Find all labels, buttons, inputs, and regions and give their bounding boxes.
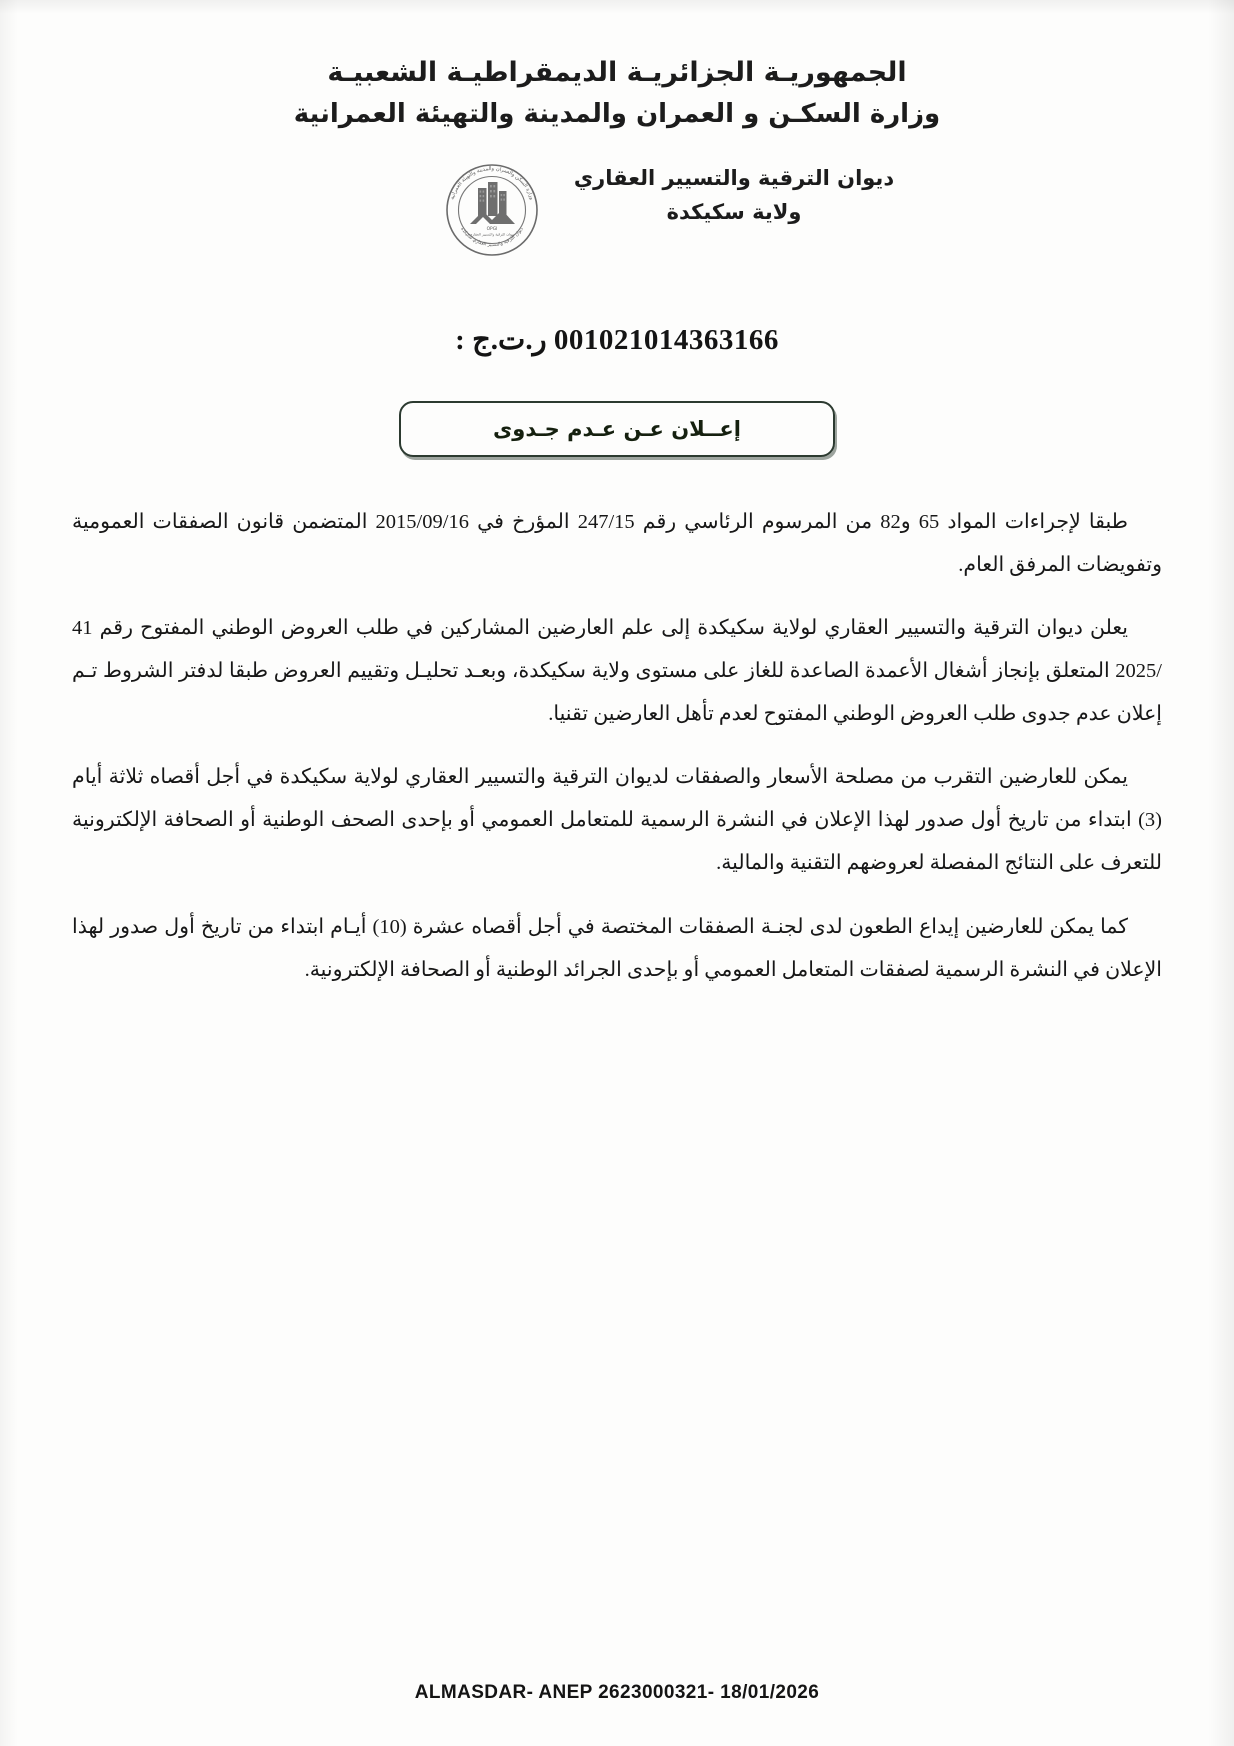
body-paragraph-1: طبقا لإجراءات المواد 65 و82 من المرسوم الرئاسي رقم 247/15 المؤرخ في 2015/09/16 المتضمن قانون الصفقات العمومية وتفويضات المرفق العام. bbox=[72, 511, 1162, 577]
header-republic-line: الجمهوريـة الجزائريـة الديمقراطيـة الشعبيـة bbox=[327, 57, 907, 88]
organization-titles bbox=[524, 162, 944, 229]
organization-title-line1: ديوان الترقية والتسيير العقاري bbox=[573, 166, 895, 191]
announcement-title-text: إعــلان عـن عـدم جـدوى bbox=[493, 417, 741, 442]
svg-text:وزارة السكن والعمران والمدينة: وزارة السكن والعمران والمدينة والتهيئة العمرانية bbox=[449, 166, 535, 201]
registration-number-value: 001021014363166 bbox=[553, 324, 779, 357]
svg-text:ديوان الترقية والتسيير العقاري: ديوان الترقية والتسيير العقاري سكيكدة bbox=[459, 226, 525, 249]
document-header bbox=[0, 0, 1234, 134]
body-paragraph-3: يمكن للعارضين التقرب من مصلحة الأسعار والصفقات لديوان الترقية والتسيير العقاري لولاية سكيكدة في أجل أقصاه ثلاثة أيام (3) ابتداء من تاريخ أول صدور لهذا الإعلان في النشرة الرسمية للمتعامل العمومي أو بإحدى الصحف الوطنية أو الصحافة الإلكترونية للتعرف على النتائج المفصلة لعروضهم التقنية والمالية. bbox=[72, 766, 1162, 875]
svg-text:OPGI: OPGI bbox=[486, 227, 498, 233]
registration-number-label: ر.ت.ج : bbox=[455, 324, 547, 357]
announcement-title-box bbox=[399, 401, 835, 457]
document-body bbox=[72, 501, 1162, 991]
header-ministry-line: وزارة السكـن و العمران والمدينة والتهيئة العمرانية bbox=[293, 98, 941, 129]
svg-text:ديوان الترقية والتسيير العقاري: ديوان الترقية والتسيير العقاري bbox=[469, 232, 515, 237]
body-paragraph-4: كما يمكن للعارضين إيداع الطعون لدى لجنـة الصفقات المختصة في أجل أقصاه عشرة (10) أيـام ابتداء من تاريخ أول صدور لهذا الإعلان في النشرة الرسمية لصفقات المتعامل العمومي أو بإحدى الجرائد الوطنية أو الصحافة الإلكترونية. bbox=[72, 915, 1162, 981]
footer-anep-reference: ALMASDAR- ANEP 2623000321- 18/01/2026 bbox=[414, 1682, 820, 1703]
body-paragraph-2: يعلن ديوان الترقية والتسيير العقاري لولاية سكيكدة إلى علم العارضين المشاركين في طلب العروض الوطني المفتوح رقم 41 /2025 المتعلق بإنجاز أشغال الأعمدة الصاعدة للغاز على مستوى ولاية سكيكدة، وبعـد تحليـل وتقييم العروض طبقا لدفتر الشروط تـم إعلان عدم جدوى طلب العروض الوطني المفتوح لعدم تأهل العارضين تقنيا. bbox=[72, 617, 1162, 726]
organization-block bbox=[0, 156, 1234, 274]
announcement-title-box-wrap bbox=[0, 401, 1234, 457]
registration-number-line bbox=[0, 322, 1234, 357]
organization-title-line2: ولاية سكيكدة bbox=[666, 199, 802, 224]
